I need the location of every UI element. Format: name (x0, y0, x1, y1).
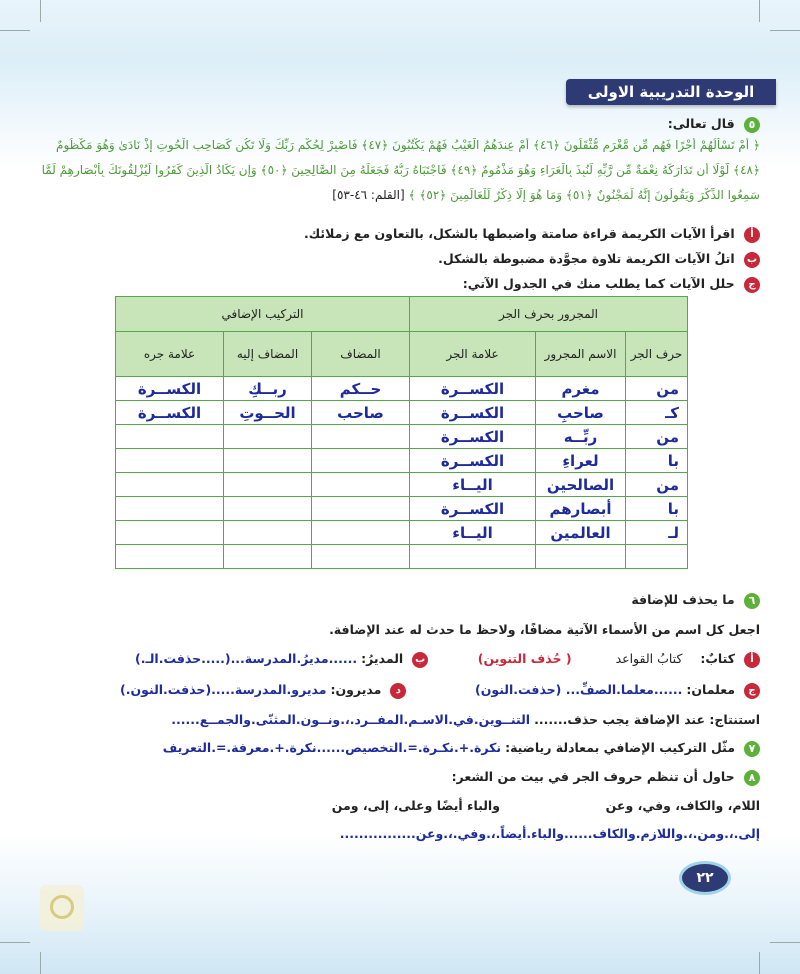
poem-verse-left: والباء أيضًا وعلى، إلى، ومن (331, 798, 500, 813)
table-cell: با (626, 497, 688, 521)
table-cell (312, 497, 410, 521)
table-cell: من (626, 425, 688, 449)
table-cell (224, 497, 312, 521)
table-header: حرف الجر (626, 332, 688, 377)
q5-title: قال تعالى: (667, 116, 735, 131)
item-a-badge: أ (744, 227, 760, 243)
q7-row (40, 740, 760, 757)
table-group-header-jar: المجرور بحرف الجر (410, 297, 688, 332)
logo-ring-icon (50, 895, 74, 919)
table-header: المضاف (312, 332, 410, 377)
q6-instruction: اجعل كل اسم من الأسماء الآتية مضافًا، ولاحظ ما حدث له عند الإضافة. (329, 622, 760, 637)
quran-verse-line-3 (40, 188, 760, 202)
table-cell: الكســرة (410, 377, 536, 401)
table-cell: اليــاء (410, 521, 536, 545)
table-header: المضاف إليه (224, 332, 312, 377)
table-row (116, 449, 688, 473)
q6-b-badge: ب (412, 652, 428, 668)
crop-mark (770, 942, 800, 943)
quran-reference: [القلم: ٤٦-٥٣] (332, 188, 405, 202)
q6-number-badge: ٦ (744, 593, 760, 609)
table-cell: صاحب (312, 401, 410, 425)
table-cell (116, 545, 224, 569)
item-a-text: اقرأ الآيات الكريمة قراءة صامتة واضبطها بالشكل، بالتعاون مع زملائك. (304, 226, 735, 241)
table-cell: الكســرة (116, 401, 224, 425)
table-cell: با (626, 449, 688, 473)
q5-item-c (40, 276, 760, 293)
crop-mark (40, 952, 41, 974)
crop-mark (759, 952, 760, 974)
table-cell (224, 473, 312, 497)
item-c-badge: ج (744, 277, 760, 293)
table-cell: الكســرة (410, 449, 536, 473)
q5-number-badge: ٥ (744, 117, 760, 133)
q6-row-c (475, 682, 760, 699)
table-cell: مغرم (536, 377, 626, 401)
table-cell: اليــاء (410, 473, 536, 497)
q8-text: حاول أن تنظم حروف الجر في بيت من الشعر: (451, 769, 735, 784)
q5-item-a (40, 226, 760, 243)
q6-b-label: المديرُ: (361, 651, 404, 666)
q6-conclusion-answer: التنــوين.في.الاسـم.المفــرد.،.ونــون.المثنّى.والجمــع...... (171, 712, 531, 727)
item-c-text: حلل الآيات كما يطلب منك في الجدول الآتي: (462, 276, 735, 291)
table-row (116, 473, 688, 497)
table-cell (312, 521, 410, 545)
crop-mark (0, 942, 30, 943)
crop-mark (770, 30, 800, 31)
table-cell: لـ (626, 521, 688, 545)
q6-a-badge: أ (744, 652, 760, 668)
q5-heading (40, 116, 760, 133)
q6-a-text: كتابُ القواعد (615, 651, 683, 666)
table-cell: الصالحين (536, 473, 626, 497)
table-cell: الكســرة (410, 497, 536, 521)
crop-mark (40, 0, 41, 22)
table-cell: لعراءِ (536, 449, 626, 473)
item-b-badge: ب (744, 252, 760, 268)
analysis-table (115, 296, 688, 569)
q6-c-badge: ج (744, 683, 760, 699)
table-cell: حــكم (312, 377, 410, 401)
item-b-text: اتلُ الآيات الكريمة تلاوة مجوَّدة مضبوطة بالشكل. (438, 251, 735, 266)
q8-answer: إلى.،.ومن.،.واللازم.والكاف......والباء.أيضاً.،.وفي.،.وعن................ (339, 826, 760, 841)
table-row (116, 545, 688, 569)
table-cell: الكســرة (410, 425, 536, 449)
table-cell (312, 473, 410, 497)
q6-d-answer: مديرو.المدرسة.....(حذفت.النون.) (120, 682, 327, 697)
table-cell (224, 521, 312, 545)
table-cell: أبصارهم (536, 497, 626, 521)
table-cell (116, 449, 224, 473)
table-cell: صاحبِ (536, 401, 626, 425)
q6-title: ما يحذف للإضافة (631, 592, 735, 607)
table-row (116, 377, 688, 401)
quran-verse-text: سَمِعُوا الذِّكْرَ وَيَقُولُونَ إِنَّهُ لَمَجْنُونٌ ﴿٥١﴾ وَمَا هُوَ إِلَّا ذِكْرٌ لِّلْعَالَمِينَ ﴿٥٢﴾ ﴾ (408, 188, 760, 202)
q6-row-b (135, 651, 428, 668)
table-cell (224, 449, 312, 473)
table-cell: كـ (626, 401, 688, 425)
table-row (116, 425, 688, 449)
table-cell: من (626, 377, 688, 401)
q6-conclusion-label: استنتاج: عند الإضافة يجب حذف....... (534, 712, 760, 727)
table-cell (312, 449, 410, 473)
q6-d-badge: د (390, 683, 406, 699)
q8-heading (40, 769, 760, 786)
q5-item-b (40, 251, 760, 268)
q6-b-answer: ......مديرُ.المدرسة...(.....حذفت.الـ.) (135, 651, 358, 666)
table-header: الاسم المجرور (536, 332, 626, 377)
table-cell (116, 497, 224, 521)
table-group-header-idafa: التركيب الإضافي (116, 297, 410, 332)
unit-title-tab: الوحدة التدريبية الاولى (566, 79, 776, 105)
q6-d-label: مديرون: (330, 682, 382, 697)
q6-a-label: كتابٌ: (700, 651, 736, 666)
table-cell: الحــوتِ (224, 401, 312, 425)
table-cell (536, 545, 626, 569)
table-cell (312, 425, 410, 449)
publisher-logo (40, 885, 84, 931)
table-cell: الكســرة (410, 401, 536, 425)
table-cell: العالمين (536, 521, 626, 545)
table-row (116, 497, 688, 521)
q8-number-badge: ٨ (744, 770, 760, 786)
table-cell: الكســرة (116, 377, 224, 401)
q6-row-d (120, 682, 406, 699)
q6-c-answer: ......معلما.الصفِّ... (حذفت.النون) (474, 682, 683, 697)
table-row (116, 521, 688, 545)
table-cell (626, 545, 688, 569)
table-cell (116, 521, 224, 545)
table-cell (312, 545, 410, 569)
quran-verse-line-2: ﴿٤٨﴾ لَّوْلَا أَن تَدَارَكَهُ نِعْمَةٌ مِّن رَّبِّهِ لَنُبِذَ بِالْعَرَاءِ وَهُوَ مَذْمُومٌ ﴿٤٩﴾ فَاجْتَبَاهُ رَبُّهُ فَجَعَلَهُ مِنَ الصَّالِحِينَ ﴿٥٠﴾ وَإِن يَكَادُ الَّذِينَ كَفَرُوا لَيُزْلِقُونَكَ بِأَبْصَارِهِمْ لَمَّا (41, 163, 760, 177)
table-cell: ربــكِ (224, 377, 312, 401)
table-cell (116, 425, 224, 449)
page-number: ٢٢ (682, 864, 728, 892)
q6-heading (40, 592, 760, 609)
table-cell (224, 545, 312, 569)
q6-row-a (478, 651, 760, 668)
table-header: علامة جره (116, 332, 224, 377)
footer-wave-background (0, 834, 800, 974)
table-cell: ربِّــه (536, 425, 626, 449)
table-cell (116, 473, 224, 497)
quran-verse-line-1: ﴿ أَمْ تَسْأَلُهُمْ أَجْرًا فَهُم مِّن مَّغْرَمٍ مُّثْقَلُونَ ﴿٤٦﴾ أَمْ عِندَهُمُ الْغَيْبُ فَهُمْ يَكْتُبُونَ ﴿٤٧﴾ فَاصْبِرْ لِحُكْمِ رَبِّكَ وَلَا تَكُن كَصَاحِبِ الْحُوتِ إِذْ نَادَىٰ وَهُوَ مَكْظُومٌ (56, 138, 760, 152)
table-cell (410, 545, 536, 569)
table-cell: من (626, 473, 688, 497)
q7-number-badge: ٧ (744, 741, 760, 757)
crop-mark (0, 30, 30, 31)
q6-a-answer: ( حُذف التنوين) (477, 651, 572, 666)
table-row (116, 401, 688, 425)
q7-text: مثّل التركيب الإضافي بمعادلة رياضية: (505, 740, 736, 755)
q6-c-label: معلمان: (686, 682, 736, 697)
table-cell (224, 425, 312, 449)
table-header: علامة الجر (410, 332, 536, 377)
crop-mark (759, 0, 760, 22)
poem-verse-right: اللام، والكاف، وفي، وعن (605, 798, 760, 813)
q6-conclusion (40, 712, 760, 727)
q7-answer: نكرة.+.نكـرة.=.التخصيص......نكرة.+.معرفة.=.التعريف (162, 740, 502, 755)
